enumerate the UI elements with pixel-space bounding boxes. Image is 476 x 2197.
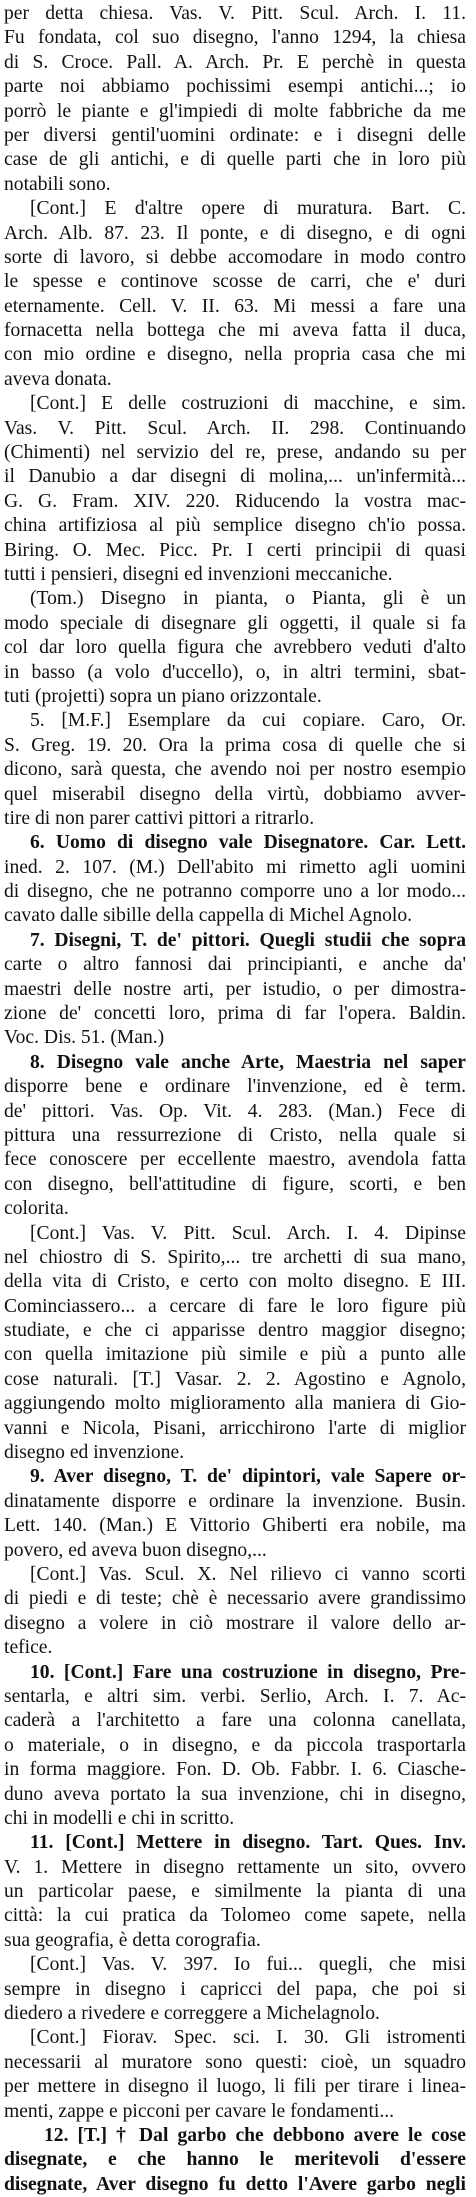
text-line: studiate, e che ci apparisse dentro maggior disegno; — [4, 1320, 466, 1342]
text-line: chi in modelli e chi in scritto. — [4, 1807, 235, 1829]
text-line: [Cont.] Vas. Scul. X. Nel rilievo ci vanno scorti — [30, 1564, 466, 1585]
text-line: della vita di Cristo, e certo con molto disegno. E III. — [4, 1271, 466, 1293]
text-line: tuti (projetti) sopra un piano orizzontale. — [4, 685, 322, 707]
text-line: modo speciale di disegnare gli oggetti, il quale si fa — [4, 612, 466, 634]
text-line: Vas. V. Pitt. Scul. Arch. II. 298. Continuando — [4, 417, 466, 439]
text-line: disegnate, e che hanno le meritevoli d'essere — [4, 2149, 466, 2171]
text-line: (Tom.) Disegno in pianta, o Pianta, gli è un — [30, 588, 466, 610]
text-line: sorte di lavoro, si debbe accomodare in modo contro — [4, 246, 466, 268]
text-line: notabili sono. — [4, 173, 111, 195]
text-line: de' pittori. Vas. Op. Vit. 4. 283. (Man.) Fece di — [4, 1100, 466, 1122]
text-line: città: la cui pratica da Tolomeo come sapete, nella — [4, 1905, 466, 1927]
text-line: pittura una ressurrezione di Cristo, nella quale si — [4, 1124, 466, 1146]
text-line: eternamente. Cell. V. II. 63. Mi messi a fare una — [4, 295, 466, 317]
text-line: disegno a volere in ciò mostrare il valore dello ar- — [4, 1612, 466, 1634]
text-line: V. 1. Mettere in disegno rettamente un sito, ovvero — [4, 1856, 466, 1878]
text-line: china artifiziosa al più semplice disegno ch'io possa. — [4, 515, 466, 537]
text-line: povero, ed aveva buon disegno,... — [4, 1539, 267, 1561]
text-line: 9. Aver disegno, T. de' dipintori, vale Sapere or- — [30, 1466, 466, 1488]
text-line: disegno ed invenzione. — [4, 1442, 185, 1464]
text-line: 7. Disegni, T. de' pittori. Quegli studii che sopra — [30, 929, 466, 951]
text-line: il Danubio a dar disegni di molina,... un'infermità... — [4, 466, 466, 488]
text-line: sua geografia, è detta corografia. — [4, 1929, 261, 1951]
text-line: Fu fondata, col suo disegno, l'anno 1294, la chiesa — [4, 27, 466, 49]
text-line: diedero a rivedere e correggere a Michelagnolo. — [4, 2003, 380, 2025]
text-line: maestri delle nostre arti, per istudio, o per dimostra- — [4, 978, 466, 1000]
text-line: di piedi e di teste; chè è necessario avere grandissimo — [4, 1588, 466, 1610]
text-line: un particolar paese, e similmente la pianta di una — [4, 1881, 466, 1903]
text-line: colorita. — [4, 1198, 69, 1220]
text-line: 11. [Cont.] Mettere in disegno. Tart. Ques. Inv. — [30, 1832, 466, 1854]
text-line: ined. 2. 107. (M.) Dell'abito mi rimetto agli uomini — [4, 856, 466, 878]
text-line: fornacetta nella bottega che mi aveva fatta il duca, — [4, 320, 466, 342]
text-line: disporre bene e ordinare l'invenzione, ed è term. — [4, 1076, 466, 1098]
text-line: tutti i pensieri, disegni ed invenzioni meccaniche. — [4, 563, 393, 585]
text-line: 8. Disegno vale anche Arte, Maestria nel saper — [30, 1051, 466, 1073]
text-line: porrò le piante e gl'impiedi di molte fabbriche da me — [4, 100, 466, 122]
text-line: Arch. Alb. 87. 23. Il ponte, e di disegno, e di ogni — [4, 222, 466, 244]
text-line: aveva donata. — [4, 368, 112, 390]
text-line: Cominciassero... a cercare di fare le loro figure più — [4, 1295, 466, 1317]
text-line: sentarla, e altri sim. verbi. Serlio, Arch. I. 7. Ac- — [4, 1685, 466, 1707]
text-line: [Cont.] Vas. V. Pitt. Scul. Arch. I. 4. Dipinse — [30, 1222, 466, 1244]
text-line: carte o altro fannosi dai principianti, e anche da' — [4, 954, 466, 976]
text-line: menti, zappe e picconi per cavare le fondamenti... — [4, 2100, 395, 2122]
text-line: G. G. Fram. XIV. 220. Riducendo la vostra mac- — [4, 490, 466, 512]
text-line: con mio ordine e disegno, nella propria casa che mi — [4, 344, 466, 366]
text-line: Biring. O. Mec. Picc. Pr. I certi principii di quasi — [4, 539, 466, 561]
text-line: di S. Croce. Pall. A. Arch. Pr. E perchè in questa — [4, 51, 466, 73]
text-line: aggiungendo molto miglioramento alla maniera di Gio- — [4, 1393, 466, 1415]
text-line: disegnate, Aver disegno fu detto l'Avere garbo negli — [4, 2173, 466, 2195]
text-line: [Cont.] E d'altre opere di muratura. Bart. C. — [30, 198, 466, 220]
text-line: 5. [M.F.] Esemplare da cui copiare. Caro, Or. — [30, 710, 466, 732]
text-line: col dar loro quella figura che avrebbero veduti d'alto — [4, 637, 466, 659]
dictionary-page — [4, 2, 466, 2197]
text-line: S. Greg. 19. 20. Ora la prima cosa di quelle che si — [4, 734, 466, 756]
text-line: 10. [Cont.] Fare una costruzione in disegno, Pre- — [30, 1661, 466, 1683]
text-line: per detta chiesa. Vas. V. Pitt. Scul. Arch. I. 11. — [4, 3, 466, 24]
text-line: per diversi gentil'uomini ordinate: e i disegni delle — [4, 124, 466, 146]
text-line: per mettere in disegno il luogo, li fili per tirare i linea- — [4, 2076, 466, 2098]
text-line: duno aveva portato la sua invenzione, chi in disegno, — [4, 1783, 466, 1805]
text-line: con quella imitazione più simile e più a punto alle — [4, 1344, 466, 1366]
text-line: caderà a l'architetto a fare una colonna canellata, — [4, 1710, 466, 1732]
text-line: [Cont.] Vas. V. 397. Io fui... quegli, che misi — [30, 1954, 466, 1976]
text-line: 12. [T.] † Dal garbo che debbono avere le cose — [44, 2124, 466, 2146]
text-line: quel miserabil disegno della virtù, dobbiamo avver- — [4, 783, 466, 805]
text-line: sempre in disegno i capricci del papa, che poi si — [4, 1978, 466, 2000]
text-line: di disegno, che ne potranno comporre uno a lor modo... — [4, 881, 466, 903]
text-line: necessarii al muratore sono questi: cioè, un squadro — [4, 2051, 466, 2073]
text-line: [Cont.] E delle costruzioni di macchine, e sim. — [30, 393, 466, 415]
text-line: nel chiostro di S. Spirito,... tre archetti di sua mano, — [4, 1246, 466, 1268]
text-line: parte noi abbiamo pochissimi esempi antichi...; io — [4, 76, 466, 98]
text-line: Voc. Dis. 51. (Man.) — [4, 1027, 165, 1049]
text-line: vanni e Nicola, Pisani, arricchirono l'arte di miglior — [4, 1417, 466, 1439]
text-line: zione de' concetti loro, prima di far l'opera. Baldin. — [4, 1003, 466, 1025]
text-line: con disegno, bell'attitudine di figure, scorti, e ben — [4, 1173, 466, 1195]
text-line: Lett. 140. (Man.) E Vittorio Ghiberti era nobile, ma — [4, 1515, 466, 1537]
text-line: o materiale, o in disegno, e da piccola trasportarla — [4, 1734, 466, 1756]
text-line: 6. Uomo di disegno vale Disegnatore. Car. Lett. — [30, 832, 466, 854]
text-line: [Cont.] Fiorav. Spec. sci. I. 30. Gli istromenti — [30, 2027, 466, 2049]
text-line: in forma maggiore. Fon. D. Ob. Fabbr. I. 6. Ciasche- — [4, 1759, 466, 1781]
text-line: dinatamente disporre e ordinare la invenzione. Busin. — [4, 1490, 466, 1512]
text-line: case de gli antichi, e di quelle parti che in loro più — [4, 149, 466, 171]
text-line: (Chimenti) nel servizio del re, prese, andando su per — [4, 442, 466, 464]
text-line: fece conoscere per eccellente maestro, avendola fatta — [4, 1149, 466, 1171]
text-line: cose naturali. [T.] Vasar. 2. 2. Agostino e Agnolo, — [4, 1368, 466, 1390]
text-line: tefice. — [4, 1637, 53, 1659]
text-line: le spesse e continove scosse de carri, che e' duri — [4, 271, 466, 293]
text-line: dicono, sarà questa, che avendo noi per nostro esempio — [4, 759, 466, 781]
text-line: cavato dalle sibille della cappella di Michel Agnolo. — [4, 905, 413, 927]
text-line: in basso (a volo d'uccello), o, in altri termini, sbat- — [4, 661, 466, 683]
text-line: tire di non parer cattivi pittori a ritrarlo. — [4, 807, 315, 829]
